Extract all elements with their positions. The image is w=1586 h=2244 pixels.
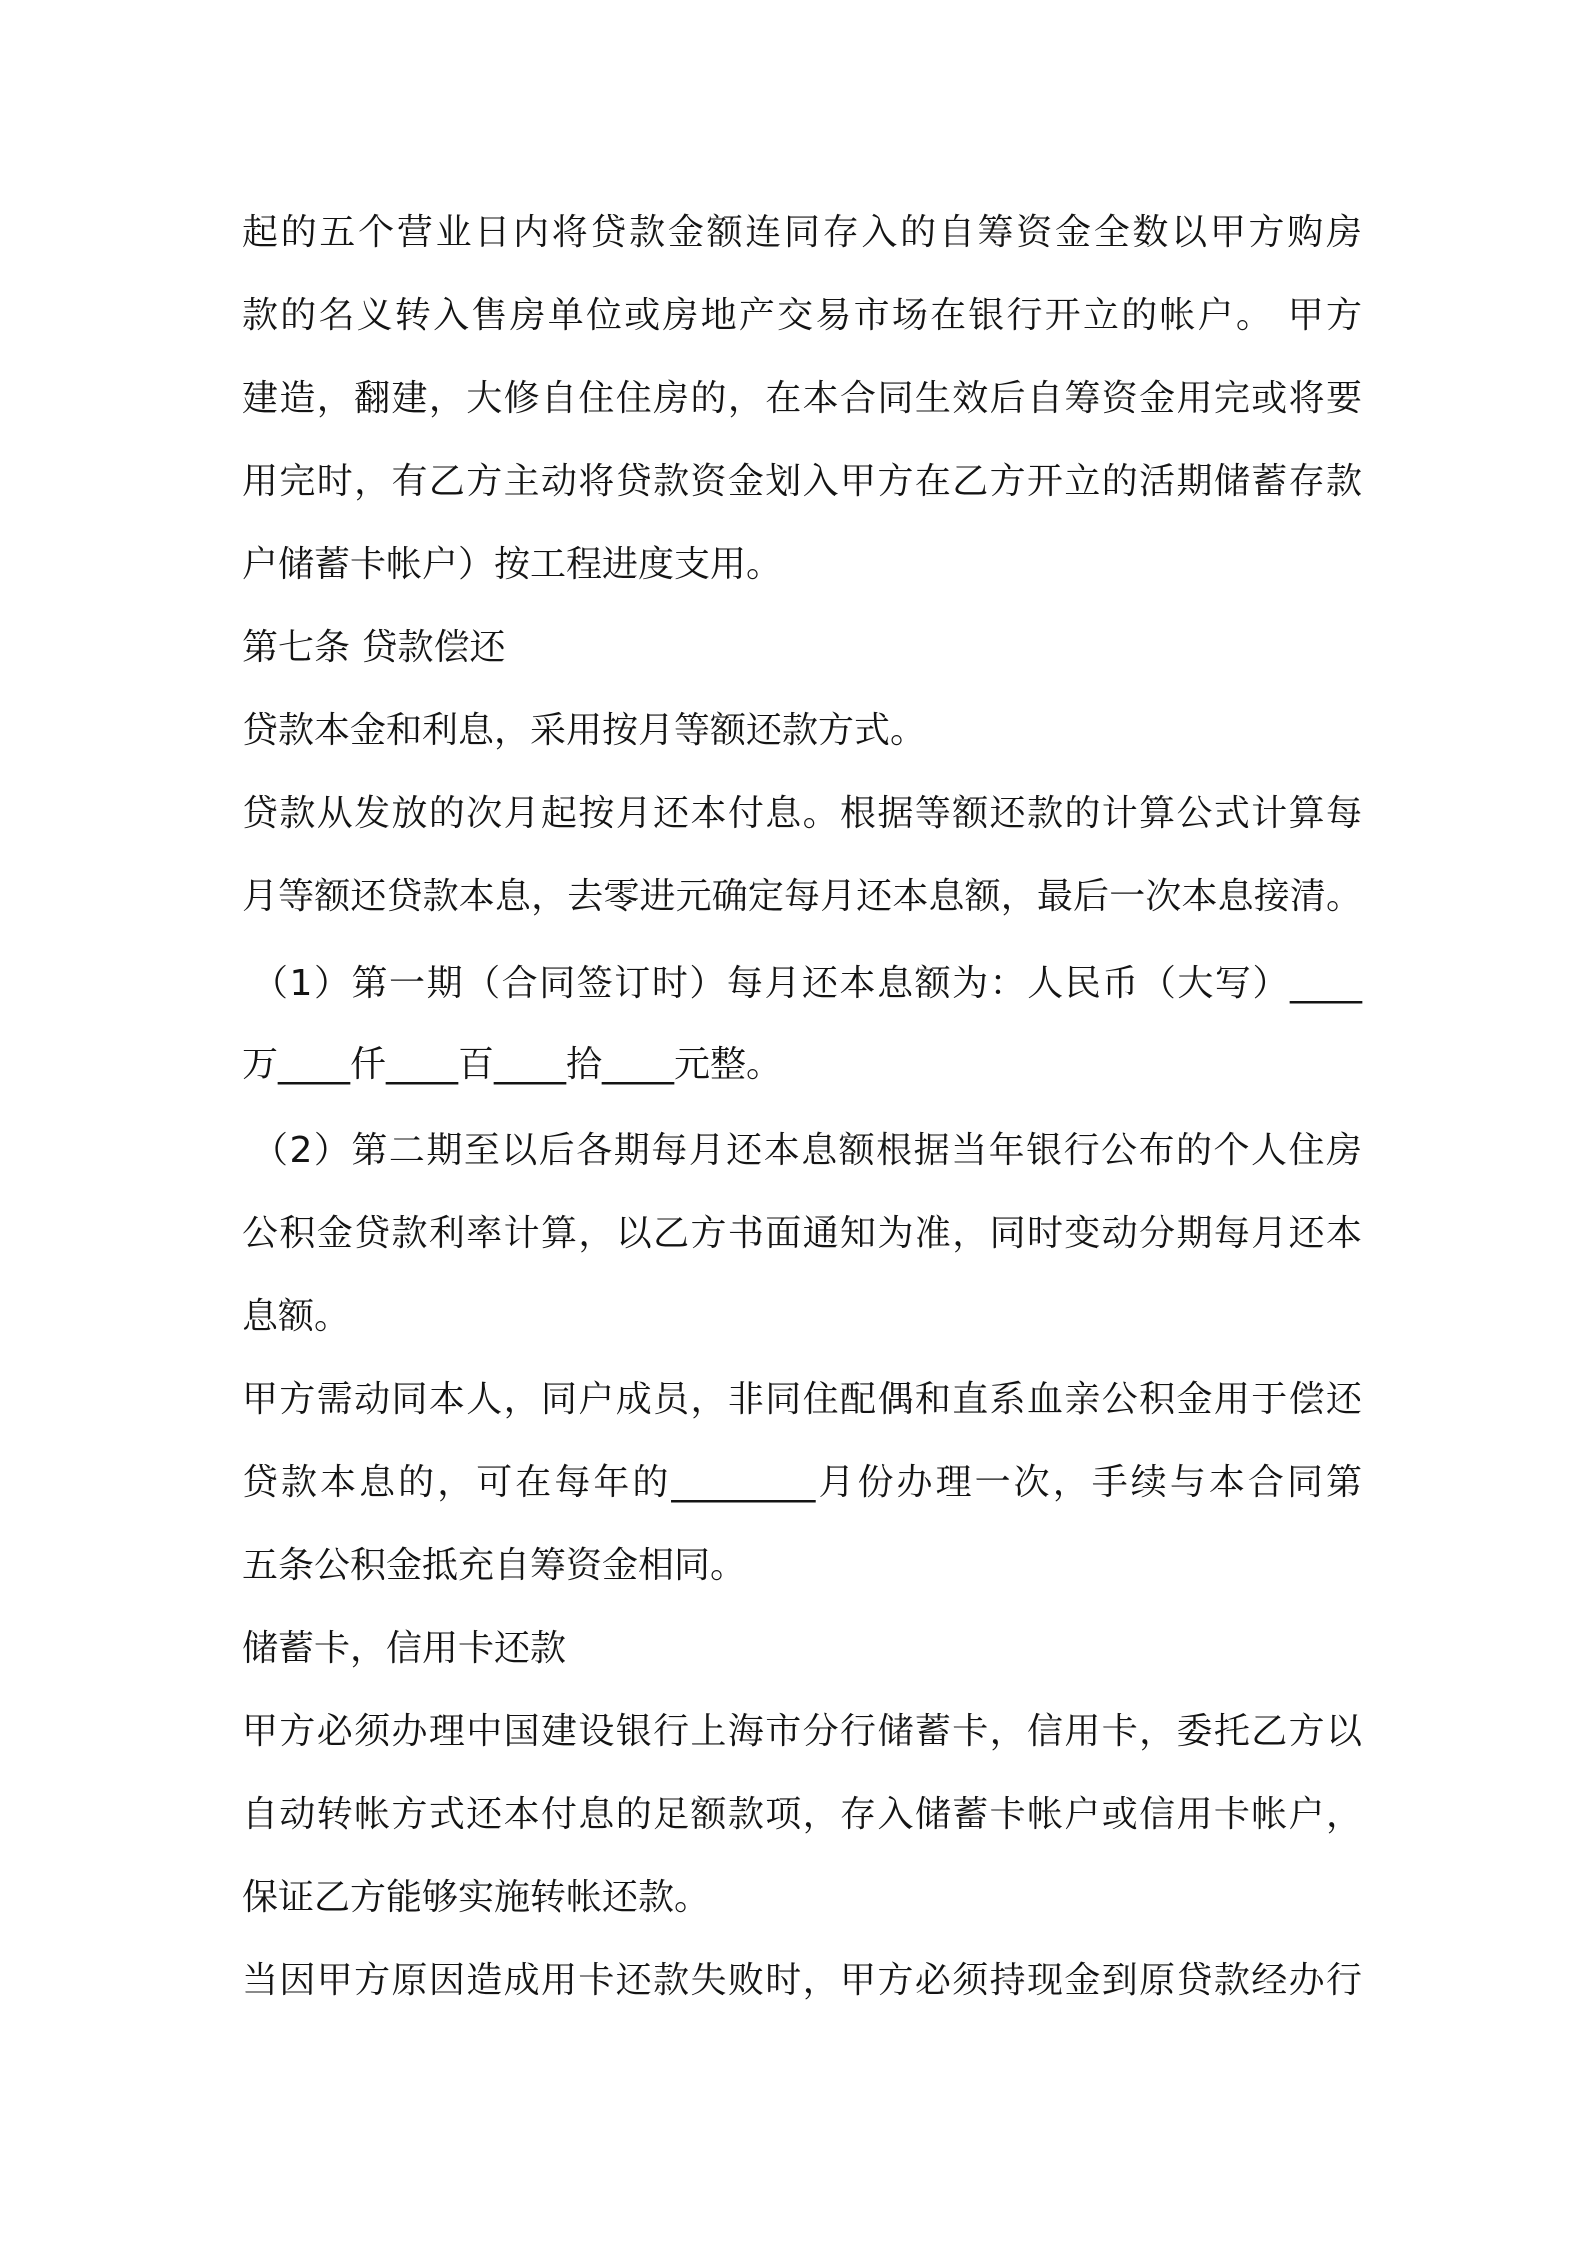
paragraph-line: 贷款从发放的次月起按月还本付息。根据等额还款的计算公式计算每	[242, 793, 1362, 834]
section-heading: 第七条 贷款偿还	[242, 627, 506, 668]
paragraph-line: 起的五个营业日内将贷款金额连同存入的自筹资金全数以甲方购房	[242, 212, 1362, 253]
paragraph-line: 户储蓄卡帐户）按工程进度支用。	[242, 544, 783, 585]
paragraph-line: 用完时，有乙方主动将贷款资金划入甲方在乙方开立的活期储蓄存款	[242, 461, 1362, 502]
paragraph-line: 月等额还贷款本息，去零进元确定每月还本息额，最后一次本息接清。	[242, 876, 1362, 917]
paragraph-line: 自动转帐方式还本付息的足额款项，存入储蓄卡帐户或信用卡帐户，	[242, 1794, 1362, 1835]
section-heading: 储蓄卡，信用卡还款	[242, 1628, 567, 1669]
paragraph-line: 息额。	[242, 1296, 351, 1337]
paragraph-line: 甲方必须办理中国建设银行上海市分行储蓄卡，信用卡，委托乙方以	[242, 1711, 1362, 1752]
paragraph-line: 五条公积金抵充自筹资金相同。	[242, 1545, 747, 1586]
paragraph-line: 甲方需动同本人，同户成员，非同住配偶和直系血亲公积金用于偿还	[242, 1379, 1362, 1420]
paragraph-line: （1）第一期（合同签订时）每月还本息额为：人民币（大写）____	[252, 963, 1362, 1004]
paragraph-line: 款的名义转入售房单位或房地产交易市场在银行开立的帐户。 甲方	[242, 295, 1362, 336]
paragraph-line: 贷款本金和利息，采用按月等额还款方式。	[242, 710, 927, 751]
paragraph-line: 贷款本息的，可在每年的________月份办理一次，手续与本合同第	[242, 1462, 1362, 1503]
paragraph-line: （2）第二期至以后各期每月还本息额根据当年银行公布的个人住房	[252, 1130, 1362, 1171]
paragraph-line: 保证乙方能够实施转帐还款。	[242, 1877, 711, 1918]
paragraph-line: 万____仟____百____拾____元整。	[242, 1044, 783, 1085]
paragraph-line: 当因甲方原因造成用卡还款失败时，甲方必须持现金到原贷款经办行	[242, 1960, 1362, 2001]
paragraph-line: 公积金贷款利率计算，以乙方书面通知为准，同时变动分期每月还本	[242, 1213, 1362, 1254]
paragraph-line: 建造，翻建，大修自住住房的，在本合同生效后自筹资金用完或将要	[242, 378, 1362, 419]
